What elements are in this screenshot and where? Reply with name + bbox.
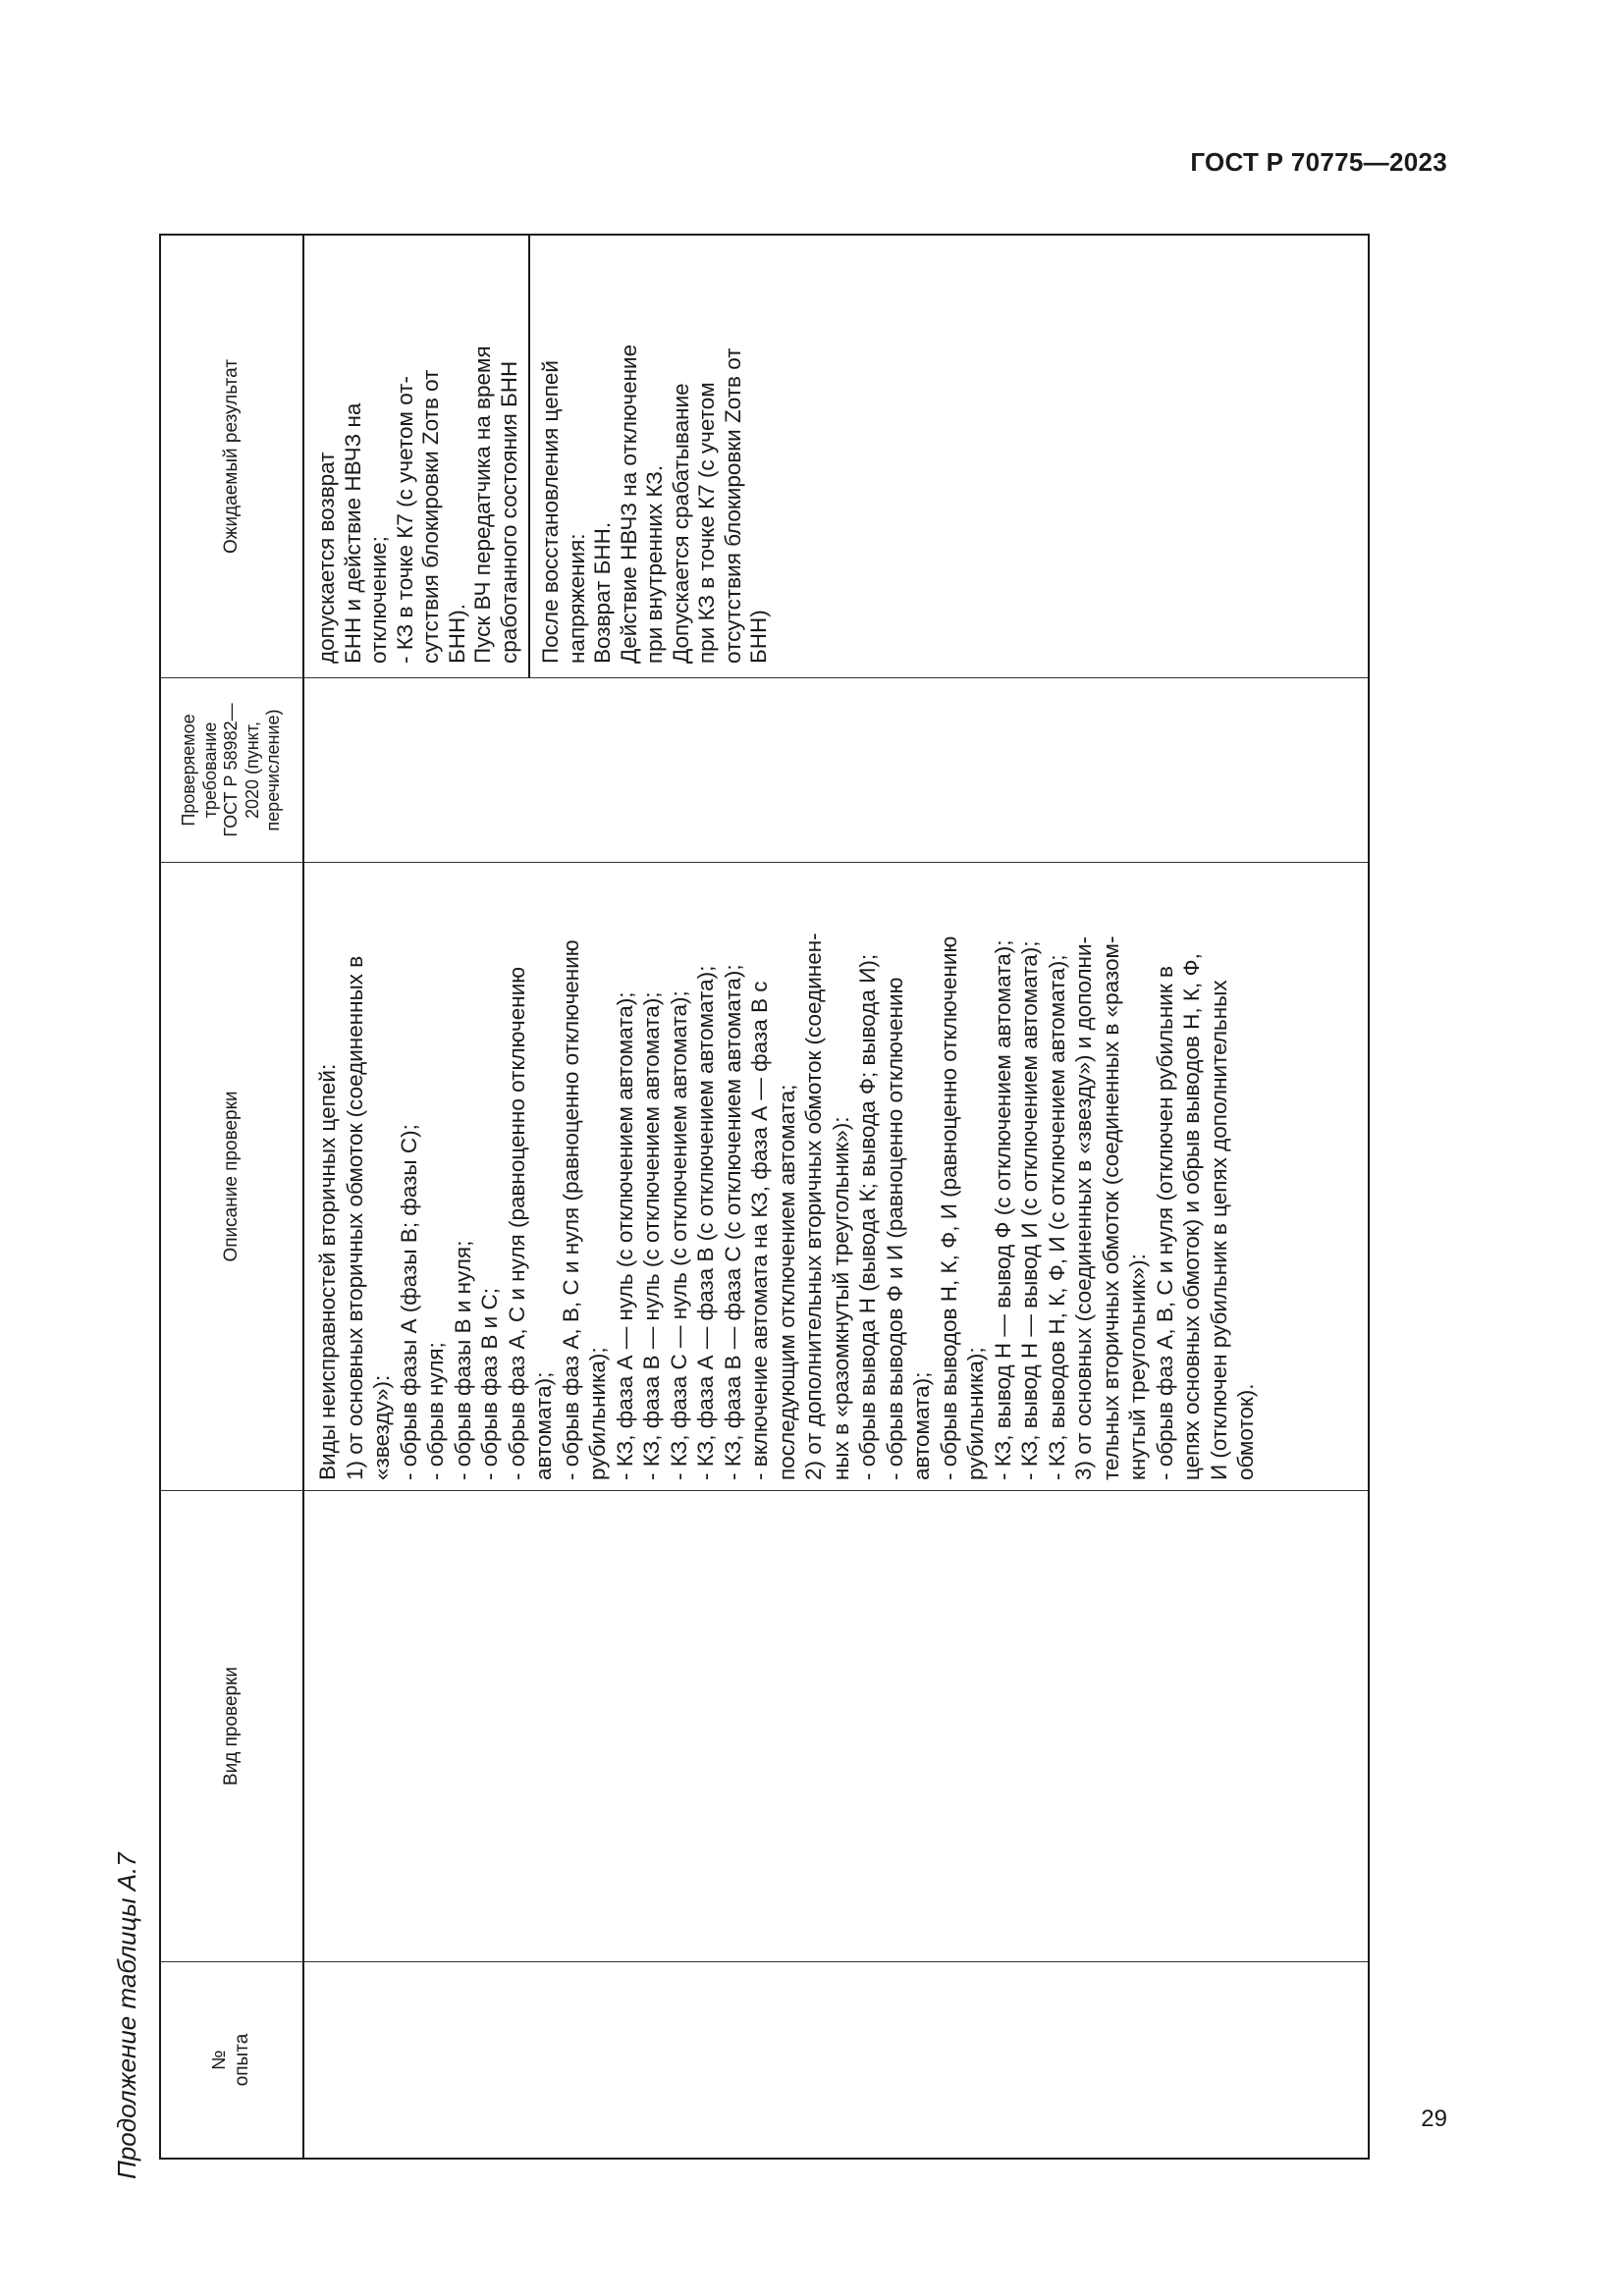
header-line: опыта — [232, 2033, 252, 2087]
description-line: - КЗ, фаза А — нуль (с отключением автомата); — [612, 991, 637, 1480]
description-line: - КЗ, фаза А — фаза В (с отключением автомата); — [693, 965, 718, 1480]
continuation-table — [159, 234, 1370, 2160]
result-part-after-restore — [530, 236, 783, 677]
result-line: сутствия блокировки Zотв от — [418, 369, 443, 664]
result-line: Действие НВЧЗ на отключение — [616, 344, 641, 664]
result-line: Допускается срабатывание — [668, 383, 693, 664]
column-header-description: Описание проверки — [161, 862, 304, 1490]
column-header-requirement — [161, 677, 304, 862]
description-line: И (отключен рубильник в цепях дополнительных — [1206, 980, 1231, 1480]
column-header-number — [161, 1961, 304, 2158]
description-line: автомата); — [531, 1371, 556, 1480]
cell-requirement — [304, 677, 1368, 862]
cell-description — [304, 862, 1368, 1490]
description-line: обмоток). — [1233, 1383, 1258, 1480]
result-line: сработанного состояния БНН — [496, 360, 521, 664]
description-line: - обрыв фаз А, В, С и нуля (отключен рубильник в — [1152, 966, 1177, 1480]
result-line: отсутствия блокировки Zотв от — [720, 347, 745, 664]
description-line: тельных вторичных обмоток (соединенных в «разом- — [1098, 935, 1123, 1480]
description-line: кнутый треугольник»): — [1125, 1254, 1150, 1480]
description-line: цепях основных обмоток) и обрыв выводов Н, К, Ф, — [1179, 953, 1204, 1480]
description-line: 3) от основных (соединенных в «звезду») и дополни- — [1071, 935, 1096, 1480]
description-line: - КЗ, вывод Н — вывод И (с отключением автомата); — [1017, 940, 1042, 1480]
description-line: - обрыв нуля; — [423, 1342, 448, 1480]
result-line: После восстановления цепей — [538, 360, 563, 664]
header-line: № — [209, 2050, 231, 2070]
header-line: требование — [199, 721, 220, 819]
description-line: - КЗ, фаза В — нуль (с отключением автомата); — [639, 991, 664, 1480]
result-line: при КЗ в точке К7 (с учетом — [694, 382, 719, 664]
cell-number — [304, 1961, 1368, 2158]
description-line: - КЗ, фаза В — фаза С (с отключением автомата); — [720, 964, 745, 1480]
header-line: 2020 (пункт, — [242, 721, 262, 820]
description-line: - включение автомата на КЗ, фаза А — фаза В с — [747, 981, 772, 1480]
header-line: ГОСТ Р 58982— — [221, 703, 242, 837]
description-line: последующим отключением автомата; — [774, 1084, 799, 1480]
result-line: - КЗ в точке К7 (с учетом от- — [392, 375, 417, 664]
result-line: БНН). — [444, 603, 469, 664]
result-line: допускается возврат — [314, 452, 339, 664]
description-line: - обрыв фазы В и нуля; — [450, 1240, 475, 1480]
description-line: рубильника); — [963, 1347, 988, 1480]
description-line: - обрыв вывода Н (вывода К; вывода Ф; вывода И); — [855, 953, 880, 1480]
column-header-expected-result: Ожидаемый результат — [161, 236, 304, 677]
result-part-during-fault — [304, 236, 530, 677]
result-line: Пуск ВЧ передатчика на время — [470, 346, 495, 664]
description-line: ных в «разомкнутый треугольник»): — [828, 1116, 853, 1480]
result-line: БНН и действие НВЧЗ на — [340, 402, 365, 664]
table-caption: Продолжение таблицы А.7 — [112, 1852, 141, 2179]
cell-check-type — [304, 1490, 1368, 1961]
header-line: перечисление) — [263, 709, 284, 831]
rotated-table-area — [112, 226, 1393, 2179]
result-line: отключение; — [366, 536, 391, 664]
description-line: - обрыв фаз А, С и нуля (равноценно отключению — [504, 966, 529, 1480]
column-header-check-type: Вид проверки — [161, 1490, 304, 1961]
page-number: 29 — [1421, 2106, 1447, 2132]
header-line: Проверяемое — [179, 714, 199, 827]
result-line: Возврат БНН. — [590, 521, 615, 664]
description-line: - КЗ, вывод Н — вывод Ф (с отключением автомата); — [990, 939, 1015, 1480]
description-line: - обрыв фаз В и С; — [477, 1288, 502, 1480]
description-line: - обрыв выводов Ф и И (равноценно отключению — [882, 977, 907, 1480]
description-line: 2) от дополнительных вторичных обмоток (соединен- — [801, 933, 826, 1480]
result-line: при внутренних КЗ. — [642, 464, 667, 664]
result-line: БНН) — [746, 610, 771, 664]
description-line: 1) от основных вторичных обмоток (соединенных в — [342, 955, 367, 1480]
description-line: - обрыв фазы А (фазы В; фазы С); — [396, 1124, 421, 1480]
result-line: напряжения: — [564, 533, 589, 664]
description-line: - обрыв фаз А, В, С и нуля (равноценно отключению — [558, 939, 583, 1480]
description-line: - КЗ, выводов Н, К, Ф, И (с отключением автомата); — [1044, 954, 1069, 1480]
cell-expected-result — [304, 236, 1368, 677]
description-line: рубильника); — [585, 1347, 610, 1480]
description-line: - обрыв выводов Н, К, Ф, И (равноценно отключению — [936, 935, 961, 1480]
document-code: ГОСТ Р 70775—2023 — [1190, 147, 1447, 177]
description-line: автомата); — [909, 1371, 934, 1480]
description-line: Виды неисправностей вторичных цепей: — [315, 1063, 340, 1480]
description-line: «звезду»): — [369, 1374, 394, 1480]
description-line: - КЗ, фаза С — нуль (с отключением автомата); — [666, 990, 691, 1480]
